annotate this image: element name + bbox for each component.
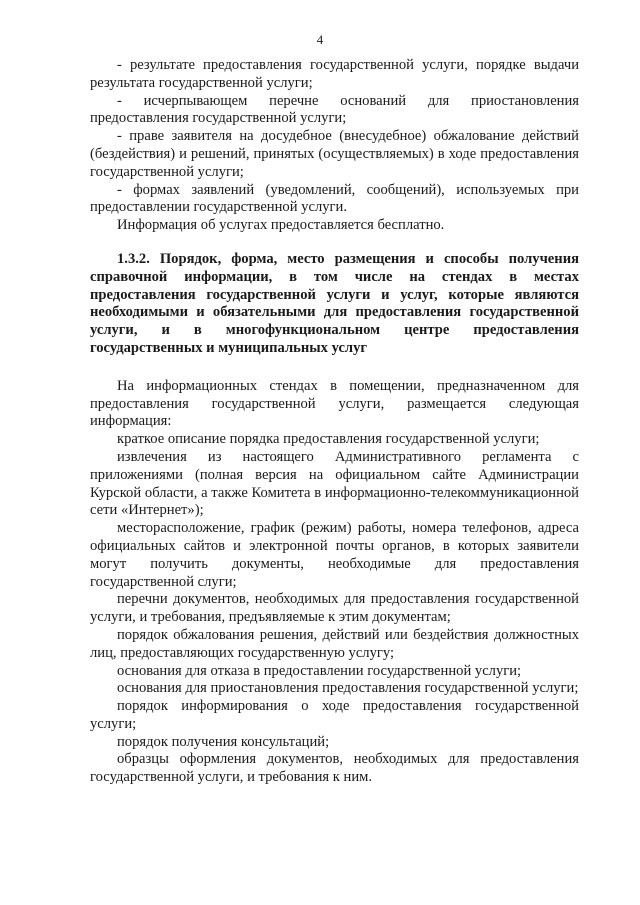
document-body <box>90 57 579 787</box>
stand-list-item: основания для приостановления предоставления государственной услуги; <box>117 680 579 697</box>
stand-list-item: краткое описание порядка предоставления государственной услуги; <box>117 431 540 448</box>
stand-list-item: порядок получения консультаций; <box>117 733 330 750</box>
section-heading: 1.3.2. Порядок, форма, место размещения и способы получения справочной информации, в том числе на стендах в местах предоставления государственной услуги и услуг, которые являются необходимыми и обязательными для предоставления государственной услуги, и в многофункциональном центре предоставления государственных и муниципальных услуг <box>90 250 579 356</box>
list-item: - результате предоставления государственной услуги, порядке выдачи результата государственной услуги; <box>90 57 579 91</box>
spacer <box>90 235 579 251</box>
spacer <box>90 358 579 378</box>
intro-paragraph: На информационных стендах в помещении, предназначенном для предоставления государственной услуги, размещается следующая информация: <box>90 377 579 430</box>
stand-list-item: образцы оформления документов, необходимых для предоставления государственной услуги, и требования к ним. <box>90 751 579 786</box>
list-item: - формах заявлений (уведомлений, сообщений), используемых при предоставлении государственной услуги. <box>90 181 579 216</box>
stand-list-item: перечни документов, необходимых для предоставления государственной услуги, и требования, предъявляемые к этим документам; <box>90 591 579 626</box>
page-number: 4 <box>316 32 324 47</box>
stand-list-item: порядок обжалования решения, действий или бездействия должностных лиц, предоставляющих государственную услугу; <box>90 626 579 661</box>
stand-list-item: порядок информирования о ходе предоставления государственной услуги; <box>90 698 579 732</box>
free-info-paragraph: Информация об услугах предоставляется бесплатно. <box>117 217 445 234</box>
stand-list-item: основания для отказа в предоставлении государственной услуги; <box>117 662 522 679</box>
list-item: - праве заявителя на досудебное (внесудебное) обжалование действий (бездействия) и решений, принятых (осуществляемых) в ходе предоставления государственной услуги; <box>90 128 579 180</box>
stand-list-item: извлечения из настоящего Административного регламента с приложениями (полная версия на официальном сайте Администрации Курской области, а также Комитета в информационно-телекоммуникационной сети «Интернет»); <box>90 448 579 519</box>
list-item: - исчерпывающем перечне оснований для приостановления предоставления государственной услуги; <box>90 92 579 127</box>
stand-list-item: месторасположение, график (режим) работы, номера телефонов, адреса официальных сайтов и электронной почты органов, в которых заявители могут получить документы, необходимые для предоставления государственной слуги; <box>90 520 579 590</box>
